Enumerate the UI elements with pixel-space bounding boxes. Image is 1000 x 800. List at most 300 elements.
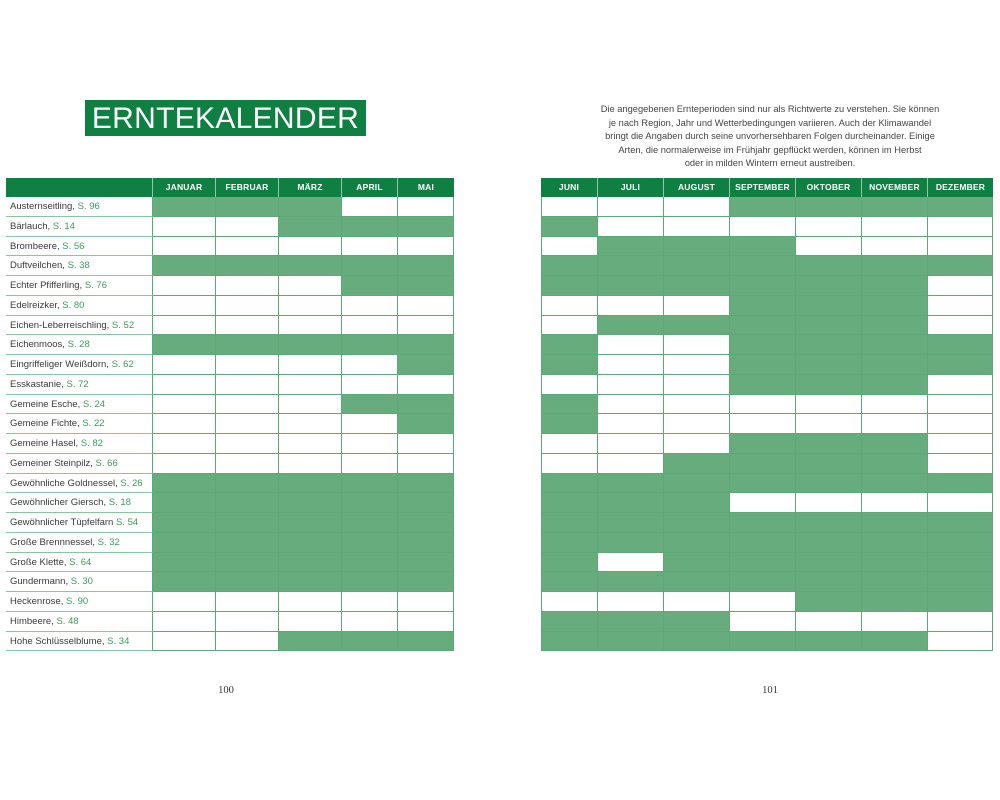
empty-month-cell [216, 276, 279, 296]
intro-line: je nach Region, Jahr und Wetterbedingungen variieren. Auch der Klimawandel [608, 117, 932, 128]
harvest-month-cell [664, 513, 730, 533]
table-row [541, 612, 993, 632]
month-header: AUGUST [664, 178, 730, 197]
page-reference: S. 62 [111, 359, 134, 370]
harvest-month-cell [216, 493, 279, 513]
empty-month-cell [216, 217, 279, 237]
page-reference: S. 66 [95, 457, 118, 469]
species-label [6, 414, 153, 434]
page-reference: S. 14 [52, 220, 75, 232]
harvest-month-cell [928, 513, 993, 533]
harvest-month-cell [598, 612, 664, 632]
page-reference: S. 30 [70, 576, 93, 588]
table-row [541, 513, 993, 533]
harvest-month-cell [279, 256, 342, 276]
species-name: Himbeere, [10, 615, 54, 627]
page-reference: S. 82 [80, 438, 103, 449]
harvest-month-cell [342, 217, 398, 237]
table-row [541, 553, 993, 573]
page-reference: S. 80 [62, 299, 85, 311]
page-reference: S. 72 [66, 378, 89, 390]
empty-month-cell [541, 316, 598, 336]
table-row [541, 335, 993, 355]
empty-month-cell [541, 296, 598, 316]
empty-month-cell [664, 414, 730, 434]
page-reference: S. 56 [62, 240, 85, 252]
empty-month-cell [153, 217, 216, 237]
empty-month-cell [598, 355, 664, 375]
harvest-month-cell [216, 572, 279, 592]
empty-month-cell [398, 316, 454, 336]
empty-month-cell [279, 276, 342, 296]
harvest-month-cell [796, 572, 862, 592]
empty-month-cell [342, 375, 398, 395]
empty-month-cell [664, 197, 730, 217]
empty-month-cell [279, 434, 342, 454]
empty-month-cell [598, 414, 664, 434]
harvest-month-cell [398, 553, 454, 573]
empty-month-cell [342, 296, 398, 316]
species-name: Große Klette, [10, 556, 67, 568]
harvest-month-cell [153, 197, 216, 217]
empty-month-cell [796, 237, 862, 257]
table-row [541, 197, 993, 217]
table-header-row [6, 178, 454, 197]
harvest-month-cell [730, 513, 796, 533]
empty-month-cell [730, 217, 796, 237]
harvest-month-cell [342, 474, 398, 494]
species-name: Esskastanie, [10, 378, 64, 390]
harvest-month-cell [664, 237, 730, 257]
empty-month-cell [342, 612, 398, 632]
species-name: Gewöhnlicher Giersch, [10, 497, 107, 509]
species-label [6, 454, 153, 474]
species-label [6, 395, 153, 415]
harvest-month-cell [664, 474, 730, 494]
empty-month-cell [153, 612, 216, 632]
species-label [6, 612, 153, 632]
table-row [541, 296, 993, 316]
empty-month-cell [598, 296, 664, 316]
species-name: Gewöhnlicher Tüpfelfarn [10, 517, 114, 528]
empty-month-cell [796, 217, 862, 237]
empty-month-cell [342, 414, 398, 434]
empty-month-cell [153, 434, 216, 454]
harvest-month-cell [862, 474, 928, 494]
harvest-month-cell [730, 632, 796, 652]
harvest-month-cell [730, 237, 796, 257]
empty-month-cell [153, 375, 216, 395]
empty-month-cell [279, 414, 342, 434]
harvest-month-cell [928, 197, 993, 217]
empty-month-cell [541, 592, 598, 612]
harvest-month-cell [664, 632, 730, 652]
table-row [541, 533, 993, 553]
harvest-month-cell [730, 572, 796, 592]
table-row [6, 197, 454, 217]
empty-month-cell [664, 335, 730, 355]
month-header: FEBRUAR [216, 178, 279, 197]
empty-month-cell [862, 395, 928, 415]
harvest-month-cell [216, 533, 279, 553]
harvest-month-cell [398, 533, 454, 553]
empty-month-cell [598, 395, 664, 415]
empty-month-cell [928, 395, 993, 415]
harvest-month-cell [796, 533, 862, 553]
page-reference: S. 54 [115, 517, 139, 528]
empty-month-cell [279, 612, 342, 632]
empty-month-cell [928, 217, 993, 237]
empty-month-cell [398, 592, 454, 612]
harvest-month-cell [796, 276, 862, 296]
empty-month-cell [398, 612, 454, 632]
harvest-month-cell [598, 474, 664, 494]
empty-month-cell [796, 612, 862, 632]
harvest-month-cell [730, 296, 796, 316]
page-number-right: 101 [762, 685, 778, 696]
table-row [541, 632, 993, 652]
harvest-month-cell [862, 553, 928, 573]
harvest-month-cell [796, 513, 862, 533]
intro-line: Arten, die normalerweise im Frühjahr gepflückt werden, können im Herbst [618, 144, 922, 155]
table-row [6, 513, 454, 533]
harvest-month-cell [342, 513, 398, 533]
harvest-month-cell [862, 533, 928, 553]
table-row [541, 217, 993, 237]
harvest-month-cell [862, 256, 928, 276]
month-header: NOVEMBER [862, 178, 928, 197]
table-row [541, 237, 993, 257]
harvest-month-cell [342, 572, 398, 592]
harvest-month-cell [216, 513, 279, 533]
species-label [6, 592, 153, 612]
harvest-month-cell [862, 513, 928, 533]
species-label [6, 276, 153, 296]
harvest-month-cell [216, 553, 279, 573]
harvest-month-cell [862, 592, 928, 612]
empty-month-cell [928, 454, 993, 474]
harvest-month-cell [598, 237, 664, 257]
harvest-month-cell [153, 572, 216, 592]
empty-month-cell [598, 197, 664, 217]
empty-month-cell [342, 454, 398, 474]
harvest-month-cell [796, 553, 862, 573]
month-header: DEZEMBER [935, 182, 986, 192]
harvest-month-cell [862, 355, 928, 375]
empty-month-cell [928, 375, 993, 395]
harvest-month-cell [541, 276, 598, 296]
harvest-month-cell [398, 474, 454, 494]
empty-month-cell [279, 316, 342, 336]
harvest-month-cell [279, 632, 342, 652]
harvest-month-cell [730, 375, 796, 395]
empty-month-cell [928, 296, 993, 316]
harvest-month-cell [796, 474, 862, 494]
harvest-month-cell [796, 335, 862, 355]
harvest-month-cell [862, 276, 928, 296]
month-header: JULI [598, 178, 664, 197]
harvest-month-cell [541, 256, 598, 276]
empty-month-cell [279, 592, 342, 612]
harvest-month-cell [342, 395, 398, 415]
harvest-month-cell [796, 316, 862, 336]
species-name: Hohe Schlüsselblume, [10, 635, 105, 647]
species-label [6, 533, 153, 553]
month-header: OKTOBER [796, 178, 862, 197]
harvest-month-cell [398, 513, 454, 533]
empty-month-cell [928, 434, 993, 454]
harvest-month-cell [928, 474, 993, 494]
harvest-month-cell [398, 276, 454, 296]
harvest-month-cell [153, 256, 216, 276]
species-label [6, 513, 153, 533]
harvest-month-cell [153, 533, 216, 553]
harvest-month-cell [730, 335, 796, 355]
harvest-month-cell [796, 454, 862, 474]
species-label [6, 355, 153, 375]
harvest-month-cell [153, 335, 216, 355]
empty-month-cell [153, 592, 216, 612]
left-page [0, 0, 490, 800]
harvest-month-cell [541, 513, 598, 533]
species-name: Eingriffeliger Weißdorn, [10, 359, 109, 370]
harvest-month-cell [862, 454, 928, 474]
harvest-month-cell [398, 414, 454, 434]
empty-month-cell [598, 335, 664, 355]
harvest-month-cell [541, 533, 598, 553]
empty-month-cell [928, 612, 993, 632]
empty-month-cell [598, 217, 664, 237]
table-row [6, 474, 454, 494]
page-title: ERNTEKALENDER [85, 100, 366, 136]
page-reference: S. 38 [67, 260, 90, 272]
harvest-month-cell [598, 256, 664, 276]
harvest-month-cell [862, 572, 928, 592]
month-header: MÄRZ [279, 178, 342, 197]
species-name: Eichen-Leberreischling, [10, 319, 110, 331]
empty-month-cell [796, 395, 862, 415]
harvest-month-cell [398, 335, 454, 355]
table-row [541, 375, 993, 395]
harvest-month-cell [398, 355, 454, 375]
empty-month-cell [216, 375, 279, 395]
harvest-month-cell [730, 434, 796, 454]
table-row [6, 632, 454, 652]
harvest-table-right [541, 178, 993, 651]
harvest-month-cell [664, 276, 730, 296]
harvest-month-cell [342, 632, 398, 652]
month-header: MAI [417, 182, 435, 192]
table-row [6, 434, 454, 454]
harvest-month-cell [796, 296, 862, 316]
harvest-month-cell [153, 513, 216, 533]
right-page [500, 0, 1000, 800]
empty-month-cell [216, 434, 279, 454]
harvest-month-cell [730, 276, 796, 296]
empty-month-cell [279, 296, 342, 316]
harvest-month-cell [598, 533, 664, 553]
species-label [6, 316, 153, 336]
harvest-month-cell [398, 572, 454, 592]
harvest-month-cell [598, 513, 664, 533]
harvest-month-cell [928, 592, 993, 612]
harvest-month-cell [862, 632, 928, 652]
harvest-month-cell [541, 612, 598, 632]
page-reference: S. 32 [97, 536, 120, 548]
empty-month-cell [153, 276, 216, 296]
intro-text [570, 103, 970, 171]
species-label [6, 256, 153, 276]
harvest-month-cell [796, 434, 862, 454]
harvest-month-cell [216, 197, 279, 217]
empty-month-cell [216, 612, 279, 632]
harvest-month-cell [664, 454, 730, 474]
empty-month-cell [342, 355, 398, 375]
page-reference: S. 24 [82, 398, 106, 410]
species-name: Gemeine Fichte, [10, 418, 80, 430]
empty-month-cell [398, 375, 454, 395]
harvest-month-cell [730, 256, 796, 276]
empty-month-cell [862, 414, 928, 434]
empty-month-cell [216, 414, 279, 434]
empty-month-cell [342, 316, 398, 336]
table-row [541, 395, 993, 415]
harvest-month-cell [541, 632, 598, 652]
page-reference: S. 90 [65, 596, 89, 607]
empty-month-cell [216, 632, 279, 652]
empty-month-cell [862, 237, 928, 257]
table-row [541, 355, 993, 375]
harvest-month-cell [598, 632, 664, 652]
harvest-month-cell [279, 335, 342, 355]
species-label [6, 632, 153, 652]
harvest-month-cell [730, 454, 796, 474]
table-row [541, 414, 993, 434]
table-row [541, 493, 993, 513]
empty-month-cell [928, 414, 993, 434]
empty-month-cell [664, 592, 730, 612]
species-name: Große Brennnessel, [10, 536, 96, 548]
empty-month-cell [928, 276, 993, 296]
empty-month-cell [153, 395, 216, 415]
empty-month-cell [279, 454, 342, 474]
species-name: Echter Pfifferling, [10, 280, 83, 291]
empty-month-cell [664, 434, 730, 454]
empty-month-cell [928, 237, 993, 257]
harvest-month-cell [664, 553, 730, 573]
table-row [541, 256, 993, 276]
harvest-month-cell [216, 474, 279, 494]
empty-month-cell [730, 592, 796, 612]
intro-line: Die angegebenen Ernteperioden sind nur als Richtwerte zu verstehen. Sie können [600, 104, 940, 114]
harvest-month-cell [664, 493, 730, 513]
harvest-month-cell [598, 276, 664, 296]
empty-month-cell [598, 375, 664, 395]
empty-month-cell [279, 395, 342, 415]
species-label [6, 493, 153, 513]
harvest-month-cell [796, 592, 862, 612]
harvest-month-cell [598, 572, 664, 592]
harvest-month-cell [541, 414, 598, 434]
harvest-month-cell [342, 256, 398, 276]
harvest-month-cell [342, 276, 398, 296]
harvest-month-cell [153, 474, 216, 494]
harvest-month-cell [279, 493, 342, 513]
harvest-month-cell [730, 553, 796, 573]
species-name: Edelreizker, [10, 299, 60, 311]
harvest-month-cell [730, 316, 796, 336]
empty-month-cell [928, 316, 993, 336]
harvest-month-cell [862, 434, 928, 454]
empty-month-cell [342, 237, 398, 257]
empty-month-cell [153, 237, 216, 257]
harvest-month-cell [862, 197, 928, 217]
empty-month-cell [928, 632, 993, 652]
table-row [6, 375, 454, 395]
harvest-month-cell [342, 493, 398, 513]
table-row [6, 493, 454, 513]
harvest-month-cell [398, 217, 454, 237]
table-row [541, 454, 993, 474]
empty-month-cell [398, 454, 454, 474]
species-name: Duftveilchen, [10, 260, 65, 272]
species-name: Gemeine Esche, [10, 398, 81, 410]
empty-month-cell [216, 296, 279, 316]
species-name: Brombeere, [10, 240, 60, 252]
harvest-month-cell [796, 197, 862, 217]
species-label [6, 375, 153, 395]
harvest-month-cell [541, 572, 598, 592]
species-label [6, 572, 153, 592]
empty-month-cell [664, 217, 730, 237]
harvest-month-cell [796, 256, 862, 276]
species-label [6, 553, 153, 573]
table-row [6, 355, 454, 375]
harvest-month-cell [279, 513, 342, 533]
harvest-month-cell [216, 256, 279, 276]
harvest-month-cell [862, 335, 928, 355]
species-label [6, 217, 153, 237]
harvest-month-cell [862, 316, 928, 336]
empty-month-cell [598, 592, 664, 612]
empty-month-cell [664, 375, 730, 395]
empty-month-cell [862, 612, 928, 632]
species-label [6, 335, 153, 355]
empty-month-cell [342, 197, 398, 217]
species-label [6, 434, 153, 454]
harvest-month-cell [153, 553, 216, 573]
empty-month-cell [216, 355, 279, 375]
label-column-header [6, 178, 153, 197]
harvest-month-cell [216, 335, 279, 355]
harvest-month-cell [598, 493, 664, 513]
harvest-month-cell [730, 533, 796, 553]
page-reference: S. 34 [107, 635, 130, 647]
table-row [541, 592, 993, 612]
harvest-month-cell [664, 572, 730, 592]
empty-month-cell [598, 553, 664, 573]
harvest-month-cell [279, 217, 342, 237]
page-reference: S. 48 [56, 615, 79, 627]
species-name: Gemeine Hasel, [10, 438, 79, 449]
table-row [541, 276, 993, 296]
page-reference: S. 18 [108, 497, 131, 509]
harvest-month-cell [796, 375, 862, 395]
species-label [6, 474, 153, 494]
harvest-month-cell [928, 355, 993, 375]
empty-month-cell [541, 434, 598, 454]
table-row [6, 276, 454, 296]
